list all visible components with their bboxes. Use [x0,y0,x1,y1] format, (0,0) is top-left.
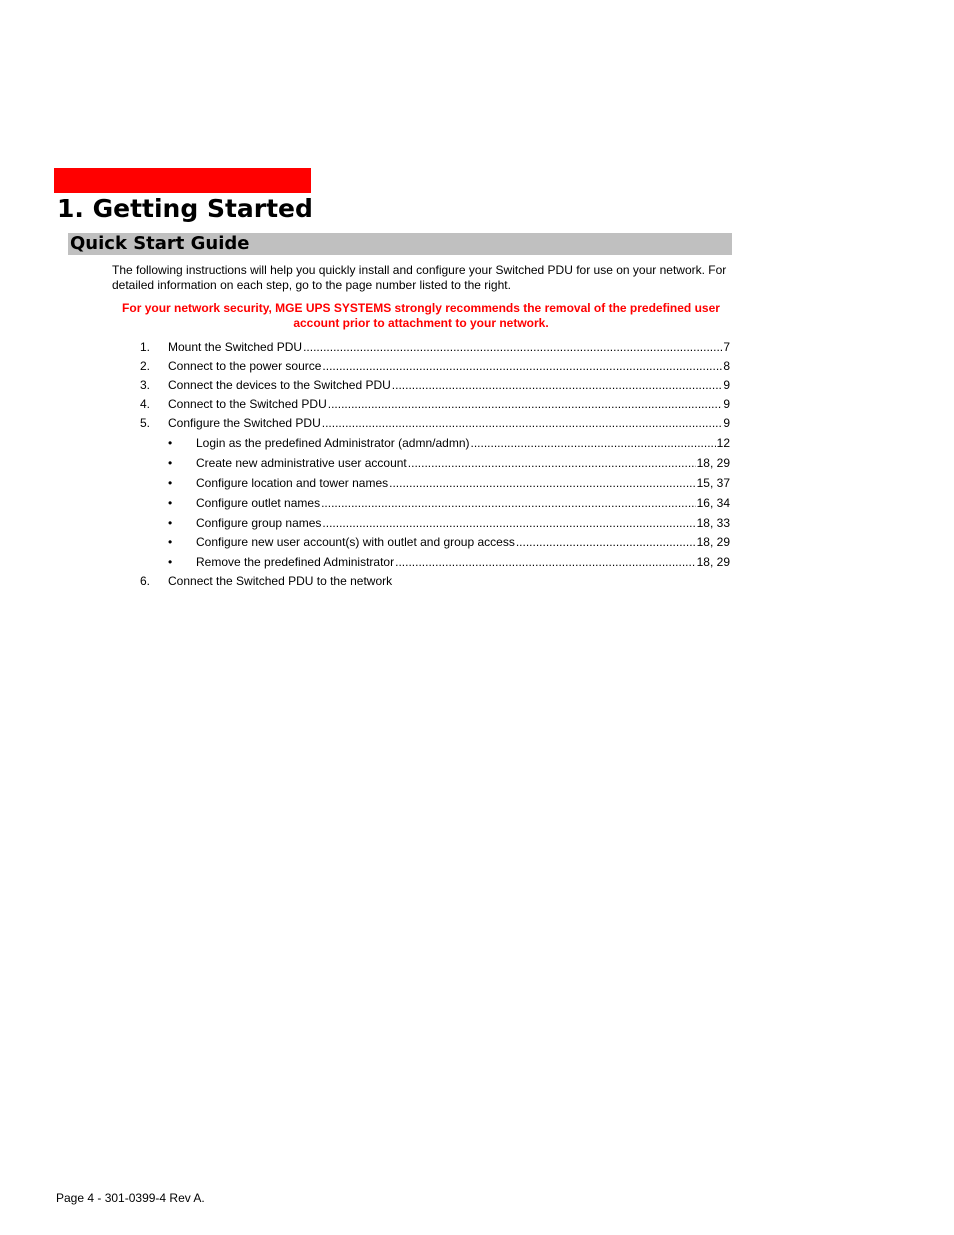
step-text: Connect to the power source [168,359,322,373]
substep-item [168,554,730,570]
leader-dots [395,554,696,570]
bullet: • [168,476,173,490]
substep-text: Login as the predefined Administrator (admn/admn) [196,436,470,450]
step-page: 7 [723,340,730,354]
intro-paragraph: The following instructions will help you quickly install and configure your Switched PDU for use on your network. For detailed information on each step, go to the page number listed to the right. [112,263,727,292]
substep-text: Configure outlet names [196,496,321,510]
substep-text: Configure new user account(s) with outlet and group access [196,535,515,549]
substep-text: Remove the predefined Administrator [196,555,395,569]
substep-page: 18, 29 [696,535,730,549]
bullet: • [168,516,173,530]
step-page: 9 [723,397,730,411]
step-item [140,339,730,355]
step-page: 9 [723,378,730,392]
leader-dots [322,358,722,374]
section-title: Quick Start Guide [70,233,250,254]
step-item [140,358,730,374]
step-text: Connect the devices to the Switched PDU [168,378,391,392]
step-number: 1. [140,340,151,354]
substep-text: Configure location and tower names [196,476,389,490]
bullet: • [168,496,173,510]
section-header-bar [68,233,732,255]
substep-item [168,534,730,550]
chapter-red-bar [54,168,311,193]
page-footer: Page 4 - 301-0399-4 Rev A. [56,1191,205,1205]
step-item [140,396,730,412]
substep-page: 16, 34 [696,496,730,510]
step-number: 3. [140,378,151,392]
step-number: 2. [140,359,151,373]
substep-page: 12 [716,436,730,450]
step-number: 4. [140,397,151,411]
step-page: 9 [723,416,730,430]
step-item [140,377,730,393]
step-text: Connect to the Switched PDU [168,397,327,411]
bullet: • [168,555,173,569]
leader-dots [303,339,722,355]
bullet: • [168,456,173,470]
step-item [140,415,730,431]
bullet: • [168,535,173,549]
step-text: Mount the Switched PDU [168,340,303,354]
substep-text: Configure group names [196,516,322,530]
leader-dots [471,435,716,451]
substep-item [168,435,730,451]
substep-page: 18, 29 [696,456,730,470]
substep-item [168,475,730,491]
step-number: 6. [140,574,151,588]
leader-dots [392,377,723,393]
leader-dots [516,534,696,550]
substep-item [168,495,730,511]
step-item [140,573,730,589]
leader-dots [322,515,695,531]
security-warning: For your network security, MGE UPS SYSTEMS strongly recommends the removal of the predefined user account prior to attachment to your network. [122,301,720,330]
chapter-title: 1. Getting Started [57,194,313,223]
step-page: 8 [723,359,730,373]
leader-dots [328,396,723,412]
substep-item [168,515,730,531]
substep-item [168,455,730,471]
bullet: • [168,436,173,450]
step-number: 5. [140,416,151,430]
step-text: Connect the Switched PDU to the network [168,574,393,588]
step-text: Configure the Switched PDU [168,416,321,430]
substep-page: 18, 33 [696,516,730,530]
leader-dots [322,415,723,431]
leader-dots [389,475,696,491]
substep-page: 18, 29 [696,555,730,569]
leader-dots [321,495,696,511]
substep-page: 15, 37 [696,476,730,490]
leader-dots [408,455,696,471]
substep-text: Create new administrative user account [196,456,407,470]
